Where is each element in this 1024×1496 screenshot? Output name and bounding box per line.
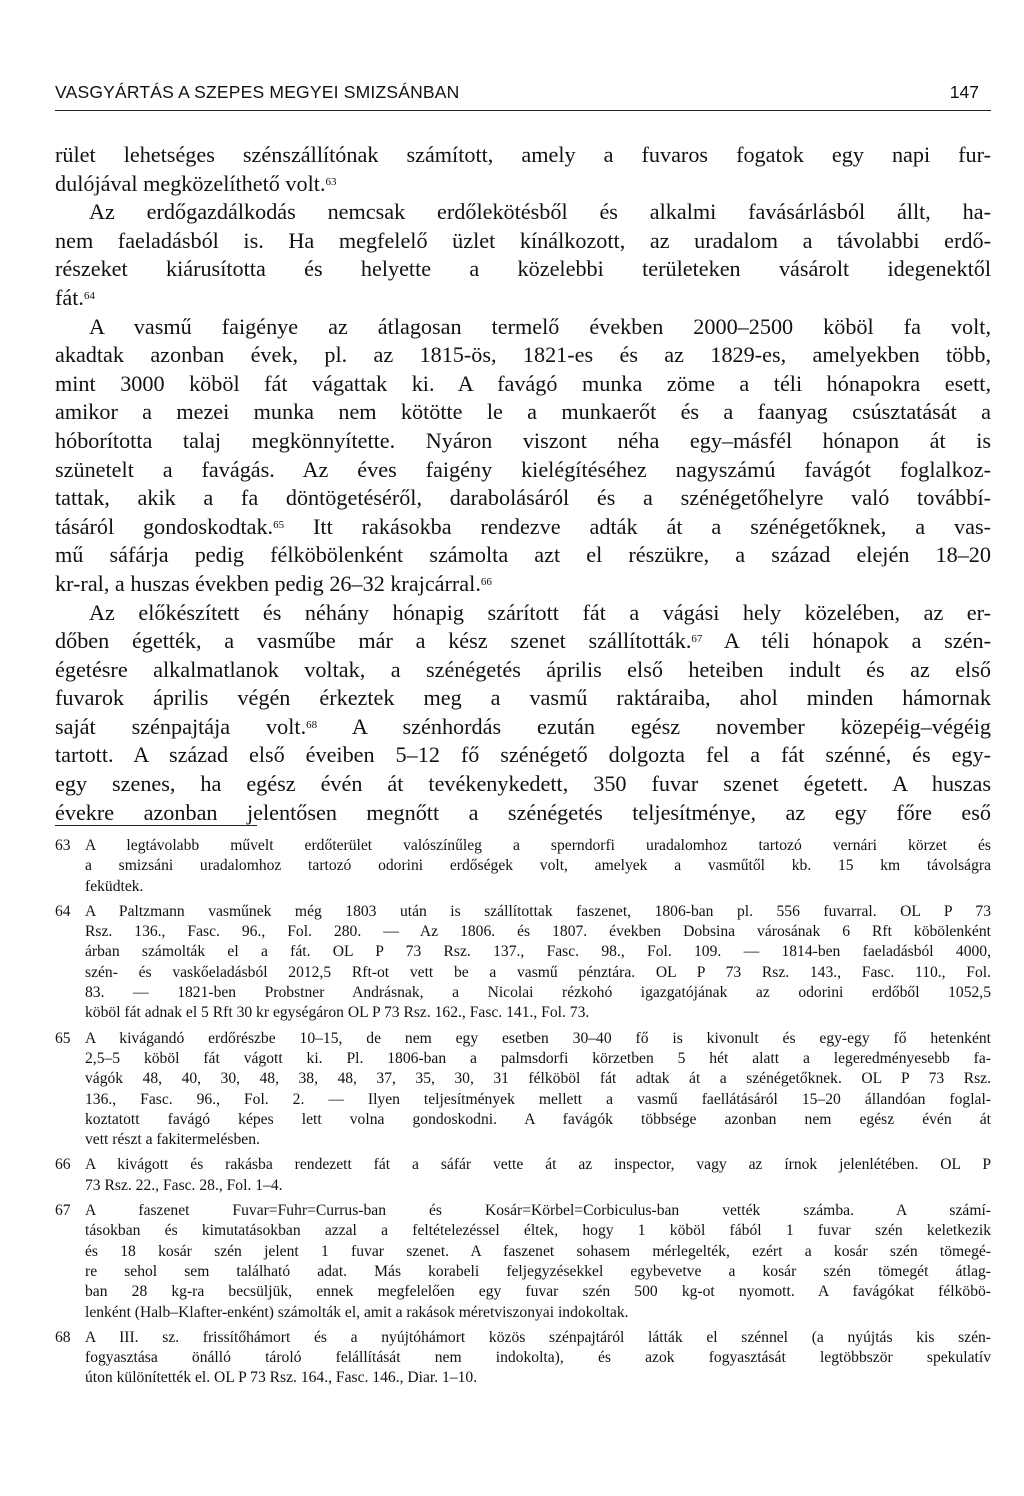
footnote	[55, 1155, 991, 1196]
footnote-line: A legtávolabb művelt erdőterület valószínűleg a sperndorfi uradalomhoz tartozó vernári körzet és	[85, 837, 991, 854]
footnote-line: vágók 48, 40, 30, 48, 38, 48, 37, 35, 30, 31 félköböl fát adtak át a szénégetőknek. OL P 73 Rsz.	[85, 1070, 991, 1088]
footnote-line: 136., Fasc. 96., Fol. 2. — Ilyen teljesítmények mellett a vasmű faellátásáról 15–20 állandóan foglal-	[85, 1090, 991, 1108]
body-line-text: fát.	[55, 284, 84, 310]
body-line	[55, 398, 991, 427]
footnote-line: tásokban és kimutatásokban azzal a feltételezéssel éltek, hogy 1 köböl fából 1 fuvar szén keletkezik	[85, 1222, 991, 1240]
footnote-ref: 65	[273, 518, 285, 531]
footnote	[55, 1029, 991, 1151]
body-line	[55, 170, 991, 199]
body-line-text: mint 3000 köböl fát vágattak ki. A favágó munka zöme a téli hónapokra esett,	[55, 370, 991, 396]
footnote-ref: 67	[691, 633, 703, 646]
body-line-text: A vasmű faigénye az átlagosan termelő években 2000–2500 köböl fa volt,	[89, 313, 991, 339]
body-line-text: fuvarok április végén érkeztek meg a vasmű raktáraiba, ahol minden hámornak	[55, 685, 991, 711]
footnote-ref: 68	[306, 718, 318, 731]
body-line-text: hóborította talaj megkönnyítette. Nyáron viszont néha egy–másfél hónapon át is	[55, 427, 991, 453]
footnote-number: 63	[55, 837, 71, 854]
body-line-text: dőben égették, a vasműbe már a kész szenet szállították.	[55, 628, 692, 654]
footnote-line: Rsz. 136., Fasc. 96., Fol. 280. — Az 1806. és 1807. években Dobsina városának 6 Rft köbölenként	[85, 923, 991, 941]
body-line	[55, 141, 991, 170]
footnote-number: 68	[55, 1328, 71, 1346]
main-text	[55, 141, 991, 827]
body-line-rest: A szénhordás ezután egész november közepéig–végéig	[317, 713, 991, 739]
footnote	[55, 836, 991, 897]
footnote-line: köböl fát adnak el 5 Rft 30 kr egységáron OL P 73 Rsz. 162., Fasc. 141., Fol. 73.	[85, 1004, 590, 1022]
footnote-line: és 18 kosár szén jelent 1 fuvar szenet. A faszenet sohasem mérlegelték, ezért a kosár szén tömegé-	[85, 1242, 991, 1260]
footnote-ref: 64	[83, 289, 95, 302]
footnote-line: 2,5–5 köböl fát vágott ki. Pl. 1806-ban a palmsdorfi körzetben 5 hét alatt a legeredményesebb fa-	[85, 1049, 991, 1067]
body-line-text: Az erdőgazdálkodás nemcsak erdőlekötésből és alkalmi favásárlásból állt, ha-	[89, 199, 991, 225]
footnote-line: 83. — 1821-ben Probstner Andrásnak, a Nicolai rézkohó igazgatójának az odorini erdőből 1052,5	[85, 984, 991, 1002]
footnote-line: re sehol sem található adat. Más korabeli feljegyzésekkel egybevetve a kosár szén tömegét átlag-	[85, 1262, 991, 1280]
body-line-rest: Itt rakásokba rendezve adták át a szénégetőknek, a vas-	[284, 513, 991, 539]
footnote-line: koztatott favágó képes lett volna gondoskodni. A favágók többsége azonban nem egész évén át	[85, 1110, 991, 1128]
footnote-line: A kivágandó erdőrészbe 10–15, de nem egy esetben 30–40 fő is kivonult és egy-egy fő hetenként	[85, 1029, 991, 1047]
body-line-text: dulójával megközelíthető volt.	[55, 170, 326, 196]
body-line	[55, 427, 991, 456]
footnote-separator	[55, 825, 257, 826]
body-line-text: szünetelt a favágás. Az éves faigény kielégítéséhez nagyszámú favágót foglalkoz-	[55, 456, 991, 482]
body-line-text: tattak, akik a fa döntögetéséről, darabolásáról és a szénégetőhelyre való továbbí-	[55, 485, 991, 511]
book-page	[55, 0, 991, 1496]
body-line-text: évekre azonban jelentősen megnőtt a szénégetés teljesítménye, az egy főre eső	[55, 799, 991, 825]
body-line-text: nem faeladásból is. Ha megfelelő üzlet kínálkozott, az uradalom a távolabbi erdő-	[55, 227, 991, 253]
body-line	[55, 456, 991, 485]
body-line	[55, 599, 991, 628]
body-line	[55, 770, 991, 799]
body-line	[55, 627, 991, 656]
footnote-line: fogyasztása önálló tároló felállítását nem indokolta), és azok fogyasztását legtöbbször spekulatív	[85, 1349, 991, 1367]
footnote-line: a smizsáni uradalomhoz tartozó odorini erdőségek volt, amelyek a vasműtől kb. 15 km távolságra	[85, 857, 991, 875]
footnote-ref: 66	[480, 575, 492, 588]
body-line-text: tartott. A század első éveiben 5–12 fő szénégető dolgozta fel a fát szénné, és egy-	[55, 742, 991, 768]
footnote	[55, 902, 991, 1024]
footnote-line: árban számolták el a fát. OL P 73 Rsz. 137., Fasc. 98., Fol. 109. — 1814-ben faeladásból 4000,	[85, 943, 991, 961]
footnote-ref: 63	[325, 175, 337, 188]
footnote-line: 73 Rsz. 22., Fasc. 28., Fol. 1–4.	[85, 1176, 283, 1194]
body-line	[55, 799, 991, 828]
body-line-text: amikor a mezei munka nem kötötte le a munkaerőt és a faanyag csúsztatását a	[55, 399, 991, 425]
footnote-line: vett részt a fakitermelésben.	[85, 1131, 260, 1149]
body-line	[55, 570, 991, 599]
footnote-line: A kivágott és rakásba rendezett fát a sáfár vette át az inspector, vagy az írnok jelenlétében. OL P	[85, 1156, 991, 1174]
footnote	[55, 1328, 991, 1389]
footnote-number: 65	[55, 1029, 71, 1047]
body-line	[55, 255, 991, 284]
body-line	[55, 513, 991, 542]
body-line	[55, 284, 991, 313]
body-line-text: akadtak azonban évek, pl. az 1815-ös, 1821-es és az 1829-es, amelyekben több,	[55, 342, 991, 368]
body-line	[55, 741, 991, 770]
body-line	[55, 313, 991, 342]
footnote	[55, 1201, 991, 1323]
footnote-line: A faszenet Fuvar=Fuhr=Currus-ban és Kosár=Körbel=Corbiculus-ban vették számba. A számí-	[85, 1202, 991, 1220]
footnote-line: úton különítették el. OL P 73 Rsz. 164., Fasc. 146., Diar. 1–10.	[85, 1369, 478, 1387]
running-header	[55, 80, 991, 111]
body-line	[55, 370, 991, 399]
body-line	[55, 656, 991, 685]
footnote-number: 67	[55, 1202, 71, 1220]
body-line-text: égetésre alkalmatlanok voltak, a szénégetés április első heteiben indult és az első	[55, 656, 991, 682]
body-line-text: Az előkészített és néhány hónapig szárított fát a vágási hely közelében, az er-	[89, 599, 991, 625]
body-line	[55, 227, 991, 256]
running-title: VASGYÁRTÁS A SZEPES MEGYEI SMIZSÁNBAN	[55, 82, 460, 102]
footnote-line: A Paltzmann vasműnek még 1803 után is szállítottak faszenet, 1806-ban pl. 556 fuvarral. OL P 73	[85, 902, 991, 920]
body-line-text: egy szenes, ha egész évén át tevékenykedett, 350 fuvar szenet égetett. A huszas	[55, 771, 991, 797]
body-line	[55, 341, 991, 370]
body-line	[55, 713, 991, 742]
footnote-line: ban 28 kg-ra becsüljük, ennek megfelelően egy fuvar szén 500 kg-ot nyomott. A favágókat félköbö-	[85, 1283, 991, 1301]
footnote-number: 64	[55, 902, 71, 920]
body-line-text: tásáról gondoskodtak.	[55, 513, 274, 539]
footnote-line: feküdtek.	[85, 877, 144, 895]
body-line	[55, 198, 991, 227]
page-number: 147	[949, 82, 979, 102]
body-line-text: kr-ral, a huszas években pedig 26–32 krajcárral.	[55, 570, 481, 596]
footnote-line: lenként (Halb–Klafter-enként) számolták el, amit a rakások méretviszonyai indokoltak.	[85, 1303, 629, 1321]
body-line	[55, 541, 991, 570]
body-line-rest: A téli hónapok a szén-	[702, 628, 991, 654]
body-line	[55, 684, 991, 713]
footnote-line: szén- és vaskőeladásból 2012,5 Rft-ot vett be a vasmű pénztára. OL P 73 Rsz. 143., Fasc. 110., Fol.	[85, 963, 991, 981]
footnote-number: 66	[55, 1156, 71, 1174]
body-line-text: mű sáfárja pedig félköbölenként számolta azt el részükre, a század elején 18–20	[55, 542, 991, 568]
body-line	[55, 484, 991, 513]
footnotes	[55, 836, 991, 1389]
body-line-text: részeket kiárusította és helyette a közelebbi területeken vásárolt idegenektől	[55, 256, 991, 282]
body-line-text: saját szénpajtája volt.	[55, 713, 307, 739]
body-line-text: rület lehetséges szénszállítónak számított, amely a fuvaros fogatok egy napi fur-	[55, 142, 991, 167]
footnote-line: A III. sz. frissítőhámort és a nyújtóhámort közös szénpajtáról látták el szénnel (a nyújtás kis szén-	[85, 1328, 991, 1346]
